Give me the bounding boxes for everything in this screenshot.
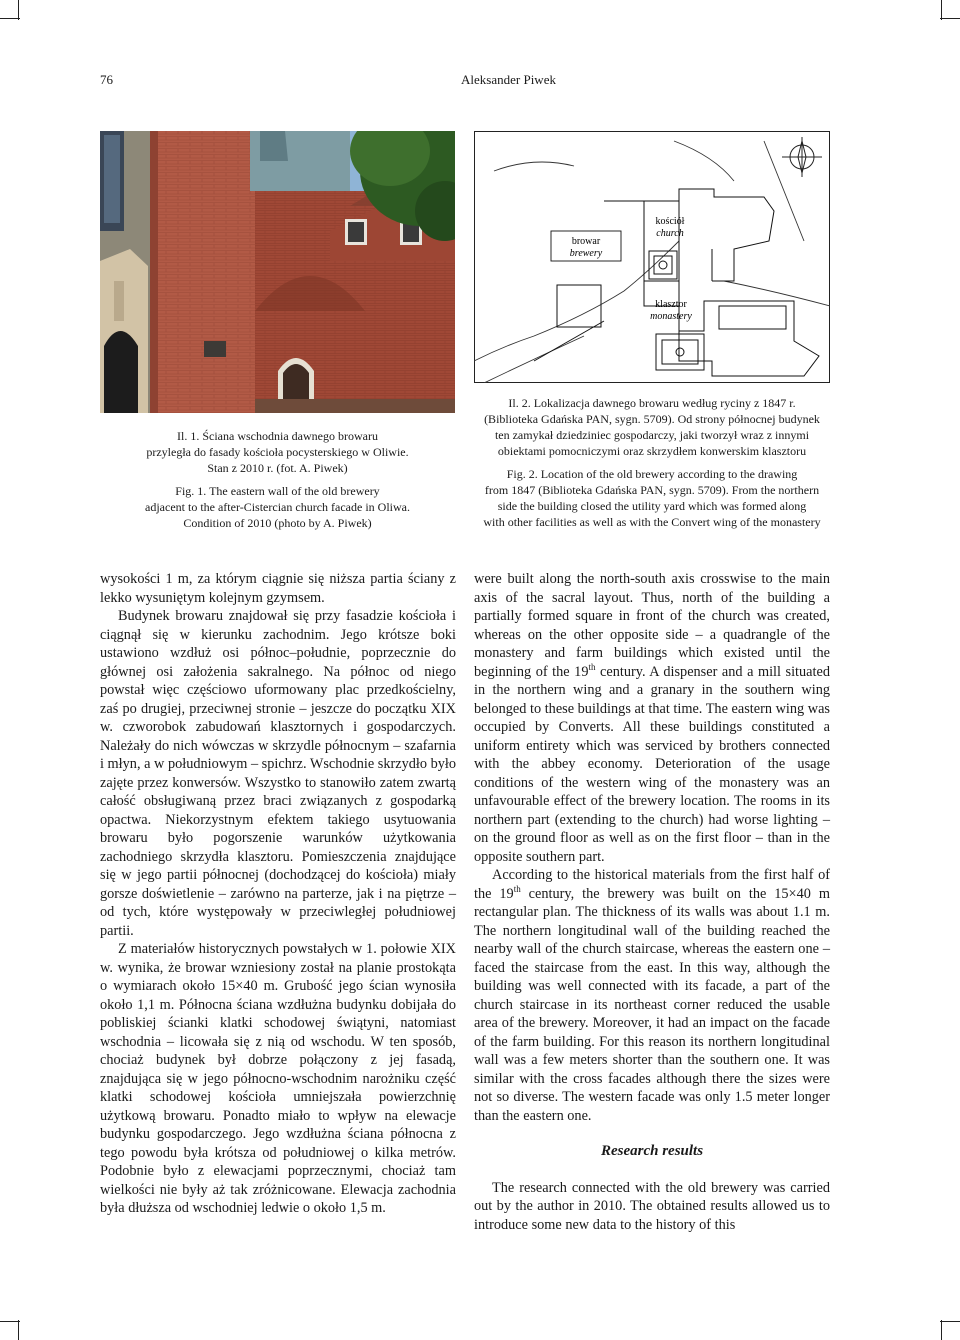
brewery-wall-photo bbox=[100, 131, 455, 413]
text-run: According to the historical materials from the first half of the 19 bbox=[474, 867, 830, 902]
crop-mark bbox=[18, 1320, 19, 1340]
caption-line: with other facilities as well as with the Convert wing of the monastery bbox=[483, 515, 821, 529]
map-label-monastery: klasztor bbox=[655, 299, 687, 310]
crop-mark bbox=[18, 0, 19, 20]
caption-line: (Biblioteka Gdańska PAN, sygn. 5709). Od strony północnej budynek bbox=[484, 412, 820, 426]
caption-line: ten zamykał dziedziniec gospodarczy, jaki tworzył wraz z innymi bbox=[494, 428, 810, 442]
caption-line: Fig. 2. Location of the old brewery according to the drawing bbox=[506, 467, 798, 481]
crop-mark bbox=[940, 1321, 960, 1322]
text-run: century. A dispenser and a mill situated in the northern wing and a granary in the southern wing belonged to these buildings at that time. The eastern wing was occupied by Converts. All these buildings constituted a uniform entirety which was serviced by brothers connected with the abbey economy. Deterioration of the usage conditions of the western wing of the monastery was an unfavourable effect of the brewery location. The rooms in its northern part (extending to the church) had worse lighting – on the ground floor as well as on the first floor – than in the opposite southern part. bbox=[474, 663, 830, 865]
paragraph: wysokości 1 m, za którym ciągnie się niższa partia ściany z lekko wysuniętym kolejnym gzymsem. bbox=[100, 571, 456, 606]
caption-line: Stan z 2010 r. (fot. A. Piwek) bbox=[207, 461, 348, 475]
text-run: century, the brewery was built on the 15×40 m rectangular plan. The thickness of its walls was about 1.1 m. The northern longitudinal wall of the building reached the nearby wall of the church staircase, whereas the eastern one – faced the staircase from the east. In this way, although the building was well connected with its facade, a part of the church staircase in its northeast corner reduced the usable area of the brewery. Moreover, it had an impact on the facade of the farm building. For this reason its northern longitudinal wall was a few meters shorter than the southern one. It was similar with the cross facades although there the sizes were not so diverse. The western facade was only 1.5 meter longer than the eastern one. bbox=[474, 885, 830, 1124]
crop-mark bbox=[0, 18, 20, 19]
caption-line: Il. 2. Lokalizacja dawnego browaru według ryciny z 1847 r. bbox=[508, 396, 796, 410]
caption-line: obiektami pomocniczymi oraz skrzydłem konwerskim klasztoru bbox=[497, 444, 807, 458]
caption-line: adjacent to the after-Cistercian church facade in Oliwa. bbox=[145, 500, 410, 514]
map-label-church: kościół bbox=[655, 216, 685, 227]
caption-line: Condition of 2010 (photo by A. Piwek) bbox=[183, 516, 372, 530]
crop-mark bbox=[941, 0, 942, 20]
figure-1-photo bbox=[100, 131, 455, 413]
caption-line: side the building closed the utility yard which was formed along bbox=[497, 499, 807, 513]
map-label-monastery-en: monastery bbox=[650, 311, 692, 322]
running-head-author: Aleksander Piwek bbox=[461, 72, 556, 87]
text-run: were built along the north-south axis crosswise to the main axis of the sacral layout. Thus, north of the building a partially formed square in front of the church was created, whereas on the other opposite side – a quadrangle of the monastery and farm buildings which existed until the beginning of the 19 bbox=[474, 571, 830, 680]
paragraph: Budynek browaru znajdował się przy fasadzie kościoła i ciągnął się w kierunku zachodnim. Jego krótsze boki ustawiono wzdłuż osi północ–południe, poprzecznie do głównej osi założenia sakralnego. Na północ od niego powstał więc częściowo uformowany plac przedkościelny, zaś po drugiej, przeciwnej stronie – jeszcze do początku XIX w. czworobok zabudowań klasztornych i gospodarczych. Należały do nich wówczas w skrzydle północnym – szafarnia i młyn, a w południowym – spichrz. Wschodnie skrzydło było zajęte przez konwersów. Wszystko to stanowiło zatem zwartą całość obsługiwaną przez braci związanych z gospodarką opactwa. Niekorzystnym efektem takiego usytuowania browaru było pogorszenie warunków użytkowania zachodniego skrzydła klasztoru. Pomieszczenia znajdujące się w jego partii północnej (dochodzącej do kościoła) miały gorsze doświetlenie – zarówno na parterze, jak i na piętrze – od tych, które występowały w przeciwległej południowej partii. bbox=[100, 608, 456, 939]
superscript: th bbox=[588, 661, 596, 672]
superscript: th bbox=[513, 883, 521, 894]
left-column-text bbox=[100, 570, 456, 1218]
figure-2-site-plan bbox=[474, 131, 830, 383]
caption-line: przyległa do fasady kościoła pocysterskiego w Oliwie. bbox=[146, 445, 409, 459]
paragraph: Z materiałów historycznych powstałych w 1. połowie XIX w. wynika, że browar wzniesiony został na planie prostokąta o wymiarach około 15×40 m. Grubość jego ścian wynosiła około 1,1 m. Północna ściana wzdłużna budynku dobijała do pobliskiej ścianki klatki schodowej świątyni, natomiast wschodnia – licowała się z nią od wschodu. W ten sposób, chociaż budynek był dobrze połączony z jej fasadą, znajdująca się w jego północno-wschodnim narożniku część klatki schodowej kościoła umniejszała powierzchnię użytkową browaru. Ponadto miało to wpływ na elewacje budynku gospodarczego. Jego wzdłużna ściana północna z tego powodu była krótsza od południowej o kilka metrów. Podobnie było z elewacjami poprzecznymi, chociaż tam wielkości nie były aż tak zróżnicowane. Elewacja zachodnia była dłuższa od wschodniej ledwie o około 1,5 m. bbox=[100, 941, 456, 1216]
paragraph: The research connected with the old brewery was carried out by the author in 2010. The obtained results allowed us to introduce some new data to the history of this bbox=[474, 1179, 830, 1233]
paragraph bbox=[474, 866, 830, 1125]
caption-line: Il. 1. Ściana wschodnia dawnego browaru bbox=[177, 429, 378, 443]
figure-2-caption bbox=[474, 395, 830, 530]
figure-1-caption bbox=[100, 428, 455, 531]
section-heading: Research results bbox=[600, 1143, 704, 1159]
map-label-brewery-en: brewery bbox=[569, 248, 603, 259]
right-column-text bbox=[474, 570, 830, 1234]
crop-mark bbox=[0, 1321, 20, 1322]
paragraph bbox=[474, 570, 830, 866]
map-label-church-en: church bbox=[656, 228, 684, 239]
page-number: 76 bbox=[100, 72, 113, 87]
crop-mark bbox=[940, 18, 960, 19]
crop-mark bbox=[941, 1320, 942, 1340]
caption-line: from 1847 (Biblioteka Gdańska PAN, sygn. 5709). From the northern bbox=[484, 483, 820, 497]
map-label-brewery: browar bbox=[571, 236, 601, 247]
caption-line: Fig. 1. The eastern wall of the old brewery bbox=[175, 484, 380, 498]
site-plan-drawing bbox=[474, 131, 830, 383]
